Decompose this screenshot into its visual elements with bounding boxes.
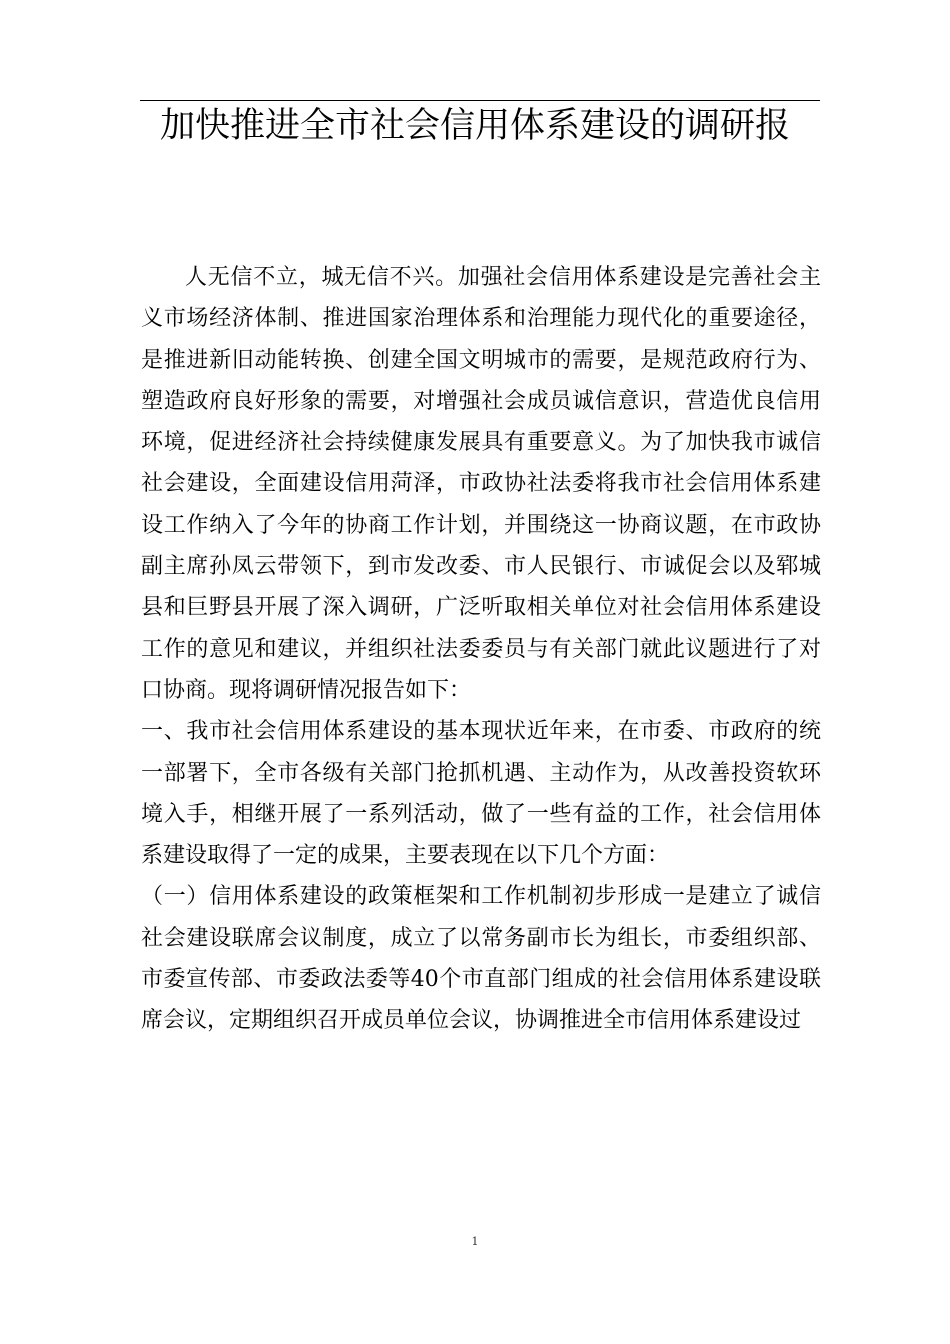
header-rule xyxy=(140,100,820,101)
paragraph-subsection-one: （一）信用体系建设的政策框架和工作机制初步形成一是建立了诚信社会建设联席会议制度，成立了以常务副市长为组长，市委组织部、市委宣传部、市委政法委等40个市直部门组成的社会信用体系建设联席会议，定期组织召开成员单位会议，协调推进全市信用体系建设过 xyxy=(141,884,821,1034)
document-body xyxy=(141,257,821,1042)
document-title: 加快推进全市社会信用体系建设的调研报 xyxy=(159,106,790,146)
paragraph-section-one: 一、我市社会信用体系建设的基本现状近年来，在市委、市政府的统一部署下，全市各级有关部门抢抓机遇、主动作为，从改善投资软环境入手，相继开展了一系列活动，做了一些有益的工作，社会信用体系建设取得了一定的成果，主要表现在以下几个方面： xyxy=(141,719,821,869)
page-number: 1 xyxy=(471,1235,479,1248)
paragraph-intro: 人无信不立，城无信不兴。加强社会信用体系建设是完善社会主义市场经济体制、推进国家治理体系和治理能力现代化的重要途径，是推进新旧动能转换、创建全国文明城市的需要，是规范政府行为、塑造政府良好形象的需要，对增强社会成员诚信意识，营造优良信用环境，促进经济社会持续健康发展具有重要意义。为了加快我市诚信社会建设，全面建设信用菏泽，市政协社法委将我市社会信用体系建设工作纳入了今年的协商工作计划，并围绕这一协商议题，在市政协副主席孙凤云带领下，到市发改委、市人民银行、市诚促会以及郓城县和巨野县开展了深入调研，广泛听取相关单位对社会信用体系建设工作的意见和建议，并组织社法委委员与有关部门就此议题进行了对口协商。现将调研情况报告如下： xyxy=(141,265,821,703)
